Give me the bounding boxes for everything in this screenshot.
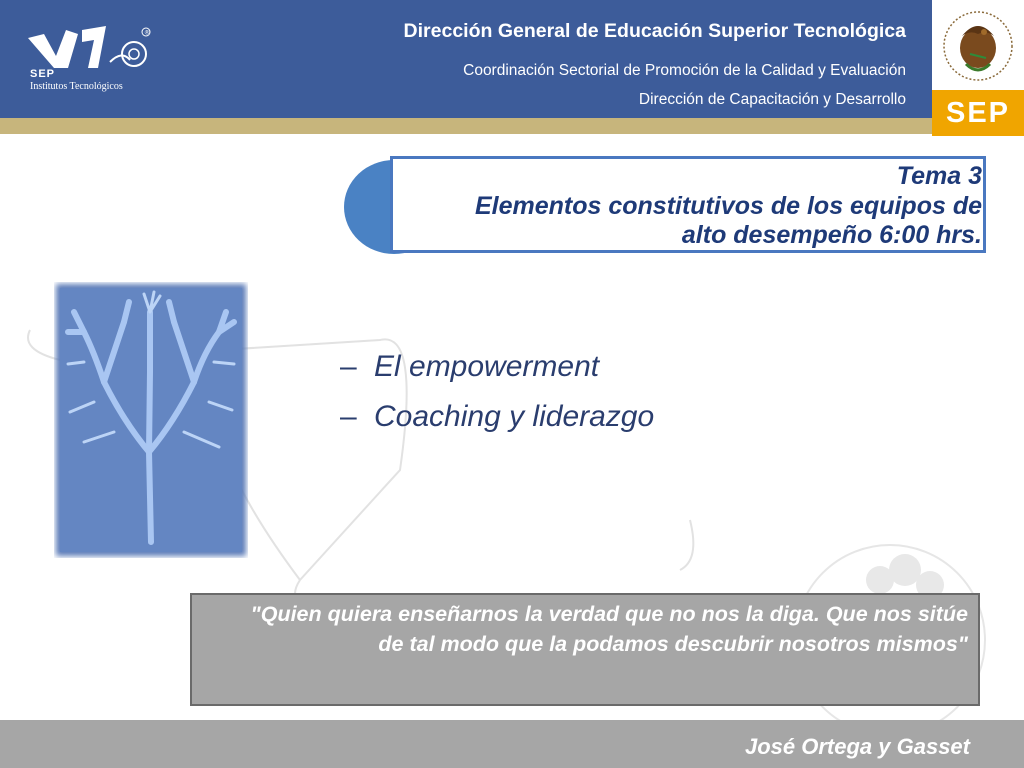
header-subtitle-coordinacion: Coordinación Sectorial de Promoción de la Calidad y Evaluación [463, 62, 906, 79]
bullet-dash: – [340, 350, 357, 383]
logo-sep-text: SEP [30, 68, 56, 80]
bullet-list [340, 350, 654, 450]
list-item [340, 400, 654, 450]
quote-box [190, 593, 980, 706]
header-title: Dirección General de Educación Superior Tecnológica [403, 20, 906, 42]
quote-author: José Ortega y Gasset [744, 734, 970, 759]
sep-badge: SEP [932, 90, 1024, 136]
list-item [340, 350, 654, 400]
slide-title-topic: Tema 3 [896, 162, 982, 190]
sep-logo-icon [26, 24, 156, 72]
header-subtitle-direccion: Dirección de Capacitación y Desarrollo [638, 91, 906, 108]
svg-text:®: ® [144, 29, 150, 37]
bullet-text: Coaching y liderazgo [374, 400, 655, 433]
bullet-dash: – [340, 400, 357, 433]
bullet-text: El empowerment [374, 350, 600, 383]
header-gold-bar [0, 118, 932, 134]
mexican-coat-of-arms-icon [940, 6, 1016, 86]
quote-text: "Quien quiera enseñarnos la verdad que no nos la diga. Que nos sitúe de tal modo que la podamos descubrir nosotros mismos" [250, 602, 968, 656]
sep-logo [26, 24, 156, 104]
logo-institutos-text: Institutos Tecnológicos [30, 81, 123, 92]
tree-of-hands-image [54, 282, 248, 558]
slide-title-line: Elementos constitutivos de los equipos de [474, 192, 982, 220]
slide-title-line: alto desempeño 6:00 hrs. [681, 221, 982, 249]
